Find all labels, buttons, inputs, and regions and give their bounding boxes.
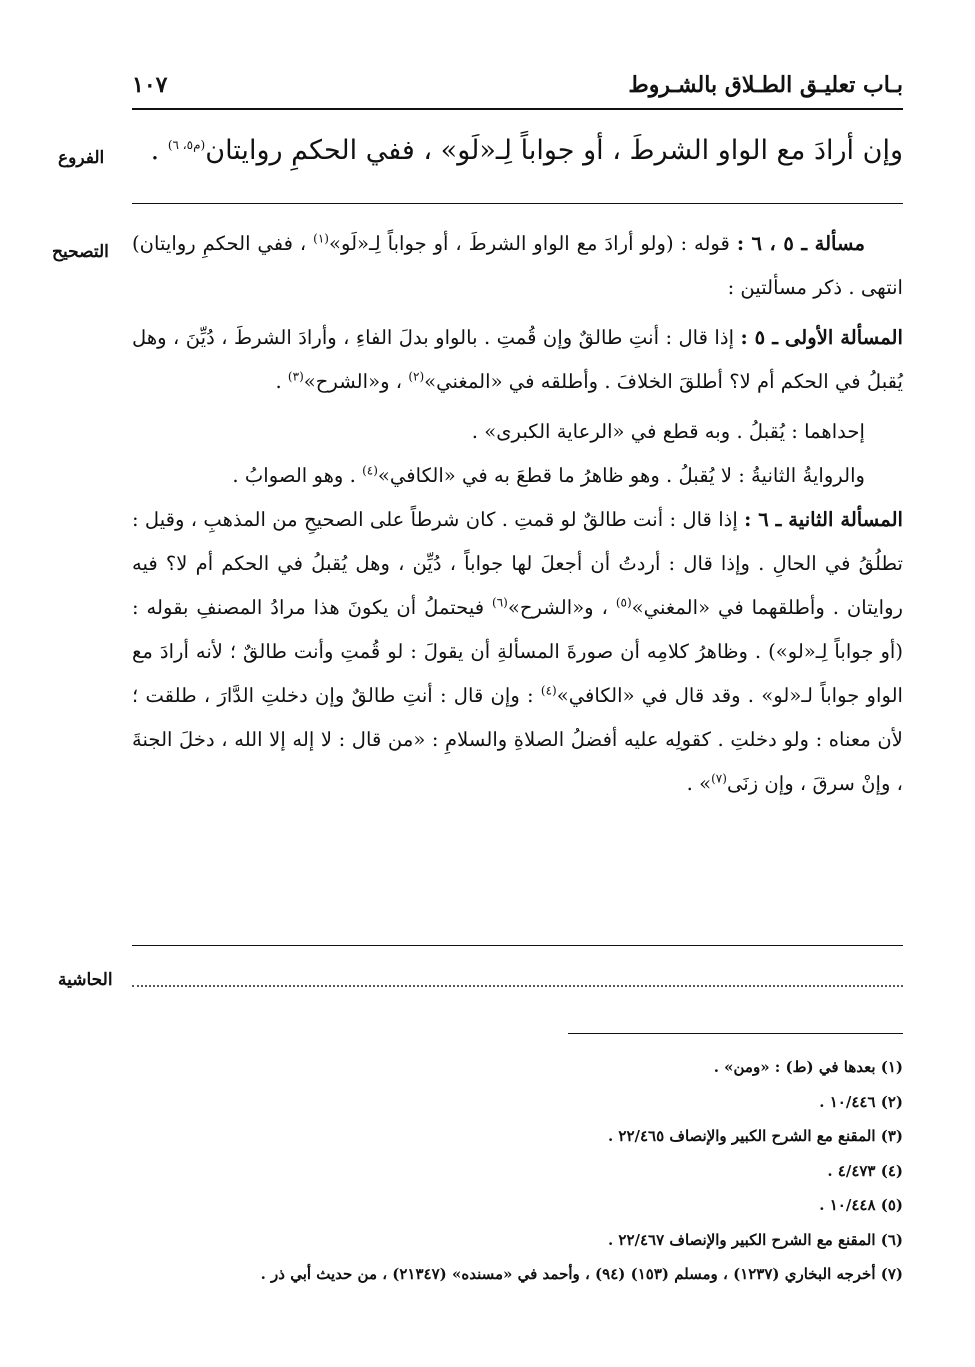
footnote: (١) بعدها في (ط) : «ومن» .: [713, 1058, 903, 1076]
footnote: (٦) المقنع مع الشرح الكبير والإنصاف ٢٢/٤٦٧ .: [607, 1230, 903, 1249]
footnote-ref-6: (٦): [492, 595, 508, 610]
first-issue-text-a: إذا قال : أنتِ طالقٌ وإن قُمتِ . بالواو بدلَ الفاءِ ، وأرادَ الشرطَ ، دُيِّنَ ، وهل يُقبلُ في الحكم أم لا؟ أطلقَ الخلافَ . وأطلقه في «المغني»: [132, 326, 903, 393]
footnote-ref-1: (١): [313, 231, 329, 246]
second-issue-text-e: » .: [686, 772, 712, 795]
footnote: (٥) ١٠/٤٤٨ .: [819, 1196, 903, 1214]
footnotes: [150, 1050, 903, 1292]
footnote: (٧) أخرجه البخاري (١٢٣٧) ، ومسلم (١٥٣) (٩٤) ، وأحمد في «مسنده» (٢١٣٤٧) ، من حديث أبي ذر .: [260, 1265, 903, 1283]
hashiya-dotted-line: [132, 985, 903, 988]
masala-text-b: ، ففي الحكمِ روايتان) انتهى . ذكر مسألتين :: [132, 232, 903, 299]
riwaya-2-text-a: والروايةُ الثانيةُ : لا يُقبلُ . وهو ظاهرُ ما قطعَ به في «الكافي»: [377, 464, 865, 487]
chapter-header-title: بـاب تعليـق الطـلاق بالشـروط: [628, 72, 903, 98]
second-issue-text-d: : وإن قال : أنتِ طالقٌ وإن دخلتِ الدَّارَ ، طلقت ؛ لأن معناه : ولو دخلتِ . كقولِه عليه أفضلُ الصلاةِ والسلامِ : «من قال : لا إله إلا الله ، دخلَ الجنةَ ، وإنْ سرقَ ، وإن زنَى: [132, 684, 903, 795]
footnote-ref-5: (٥): [615, 595, 632, 610]
side-label-tashih: التصحيح: [52, 242, 109, 262]
footnote-ref-7: (٧): [711, 771, 727, 786]
side-label-furu: الفروع: [58, 148, 105, 168]
paragraph-riwaya-1: إحداهما : يُقبلُ . وبه قطع في «الرعاية الكبرى» .: [471, 420, 865, 443]
second-issue-text-c: فيحتملُ أن يكونَ هذا مرادُ المصنفِ بقوله : (أو جواباً لِـ«لو») . وظاهرُ كلامِه أن صورةَ المسألةِ أن يقولَ : لو قُمتِ وأنت طالقٌ ؛ لأنه أرادَ مع الواو جواباً لـ«لو» . وقد قال في «الكافي»: [132, 596, 903, 707]
first-issue-label: المسألة الأولى ـ ٥ :: [740, 326, 903, 349]
matn-end: .: [150, 135, 168, 166]
second-issue-text-b: ، و«الشرح»: [507, 596, 616, 619]
masala-text-a: قوله : (ولو أرادَ مع الواو الشرطَ ، أو جواباً لِـ«لَو»: [328, 232, 737, 255]
first-issue-text-b: ، و«الشرح»: [303, 370, 409, 393]
page-number: ١٠٧: [132, 72, 168, 98]
footnote-ref-3: (٣): [287, 369, 304, 384]
first-issue-text-c: .: [275, 370, 288, 393]
paragraph-masala: [132, 222, 903, 310]
paragraph-second-issue: [132, 498, 903, 806]
riwaya-2-text-b: . وهو الصوابُ .: [232, 464, 363, 487]
side-label-hashiya: الحاشية: [58, 970, 113, 990]
footnote-ref-2: (٢): [408, 369, 425, 384]
footnote: (٢) ١٠/٤٤٦ .: [819, 1092, 903, 1111]
matn-rule: [132, 203, 903, 204]
footnote-ref-4: (٤): [362, 463, 378, 478]
commentary-body: [132, 222, 903, 806]
masala-label: مسألة ـ ٥ ، ٦ :: [736, 232, 865, 255]
matn-ref: (م٥، ٦): [167, 138, 206, 152]
footnote: (٣) المقنع مع الشرح الكبير والإنصاف ٢٢/٤٦٥ .: [607, 1127, 903, 1145]
matn-main: وإن أرادَ مع الواو الشرطَ ، أو جواباً لِـ«لَو» ، ففي الحكمِ روايتان: [205, 135, 903, 166]
paragraph-first-issue: [132, 316, 903, 404]
paragraph-riwaya-2: [132, 454, 903, 498]
header-rule: [132, 108, 903, 110]
commentary-rule: [132, 945, 903, 946]
footnote: (٤) ٤/٤٧٣ .: [827, 1161, 903, 1180]
second-issue-text-a: إذا قال : أنت طالقٌ لو قمتِ . كان شرطاً على الصحيحِ من المذهبِ ، وقيل : تطلُقُ في الحالِ . وإذا قال : أردتُ أن أجعلَ لها جواباً ، دُيِّن ، وهل يُقبلُ في الحكم أم لا؟ فيه روايتان . وأطلقهما في «المغني»: [132, 508, 904, 619]
second-issue-label: المسألة الثانية ـ ٦ :: [744, 508, 903, 531]
footnote-ref-4b: (٤): [540, 683, 557, 698]
matn-text: [150, 135, 903, 166]
footnote-separator: [568, 1033, 903, 1034]
